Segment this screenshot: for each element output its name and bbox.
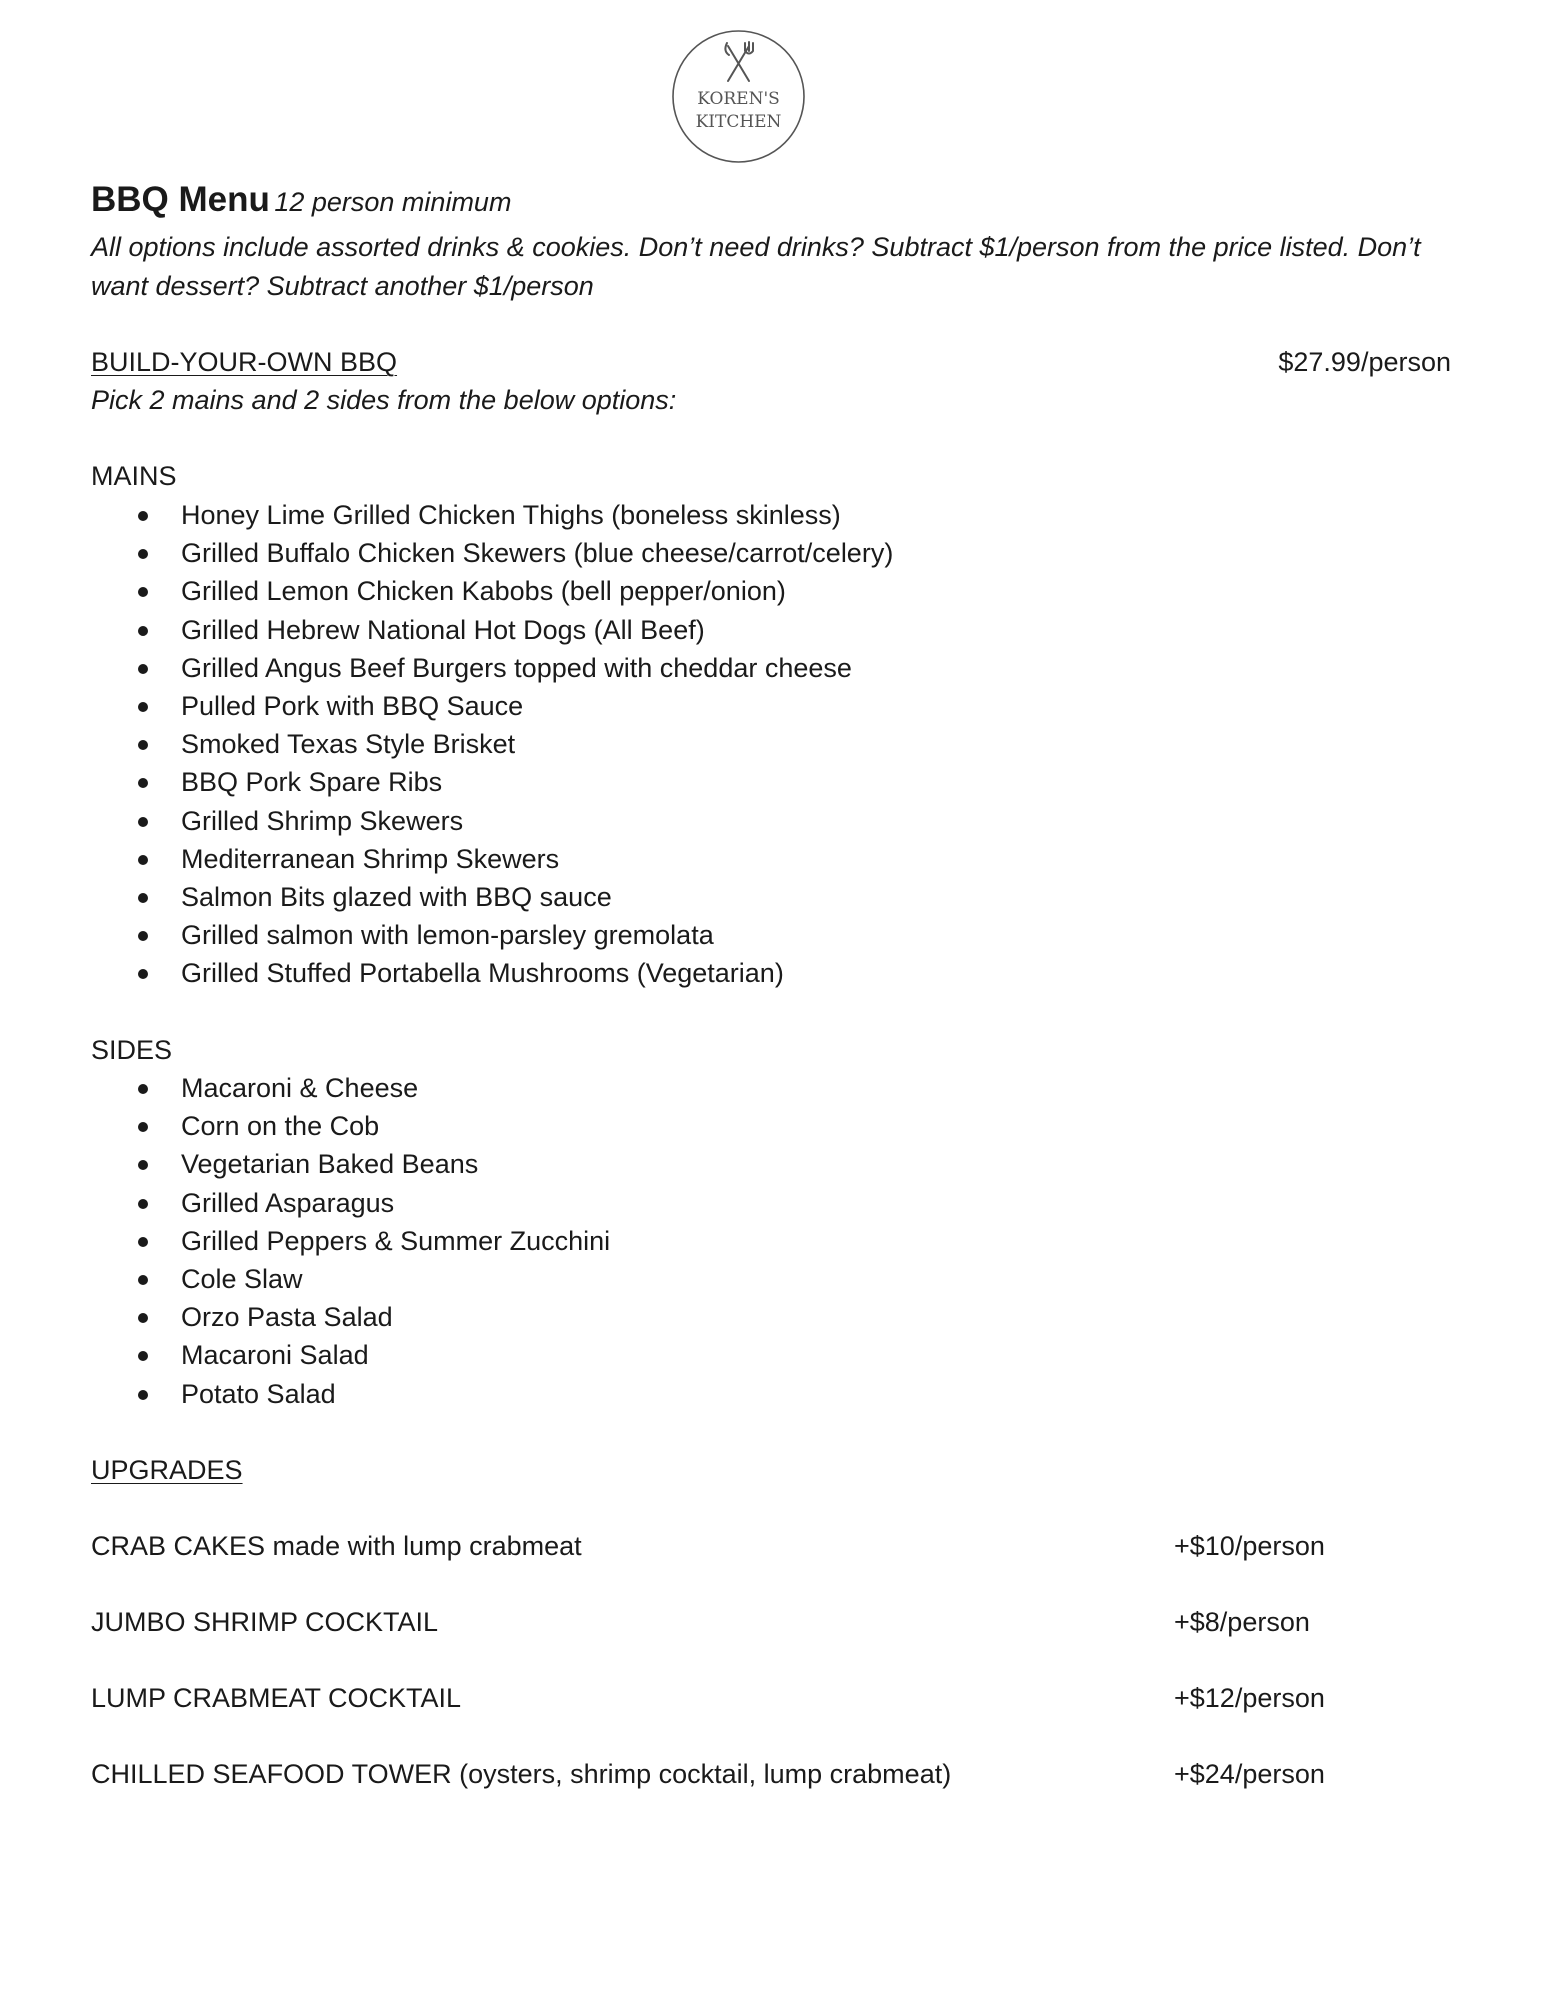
- side-item-label: Potato Salad: [181, 1378, 336, 1409]
- bullet-icon: [138, 931, 148, 941]
- upgrade-name: JUMBO SHRIMP COCKTAIL: [91, 1607, 439, 1637]
- list-item: [91, 534, 893, 572]
- main-item-label: Grilled Angus Beef Burgers topped with cheddar cheese: [181, 652, 852, 683]
- list-item: [91, 878, 893, 916]
- side-item-label: Cole Slaw: [181, 1263, 303, 1294]
- list-item: [91, 840, 893, 878]
- main-item-label: Grilled Buffalo Chicken Skewers (blue cheese/carrot/celery): [181, 538, 894, 569]
- side-item-label: Grilled Peppers & Summer Zucchini: [181, 1225, 611, 1256]
- list-item: [91, 572, 893, 610]
- sides-list: [91, 1069, 610, 1413]
- main-item-label: Grilled Stuffed Portabella Mushrooms (Vegetarian): [181, 958, 784, 989]
- list-item: [91, 1107, 610, 1145]
- logo-graphic: [671, 29, 806, 164]
- side-item-label: Vegetarian Baked Beans: [181, 1149, 479, 1180]
- bullet-icon: [138, 1237, 148, 1247]
- list-item: [91, 916, 893, 954]
- bullet-icon: [138, 1351, 148, 1361]
- upgrade-price: +$12/person: [1174, 1683, 1325, 1713]
- side-item-label: Orzo Pasta Salad: [181, 1302, 393, 1333]
- list-item: [91, 802, 893, 840]
- bullet-icon: [138, 817, 148, 827]
- list-item: [91, 1298, 610, 1336]
- mains-list: [91, 496, 893, 992]
- crossed-fork-knife-icon: [725, 42, 753, 81]
- list-item: [91, 1375, 610, 1413]
- bullet-icon: [138, 1084, 148, 1094]
- intro-text: All options include assorted drinks & cookies. Don’t need drinks? Subtract $1/person from the price listed. Don’t want dessert? Subtract another $1/person: [91, 232, 1421, 301]
- page-subtitle: 12 person minimum: [274, 187, 512, 217]
- list-item: [91, 611, 893, 649]
- bullet-icon: [138, 1199, 148, 1209]
- bullet-icon: [138, 549, 148, 559]
- list-item: [91, 496, 893, 534]
- side-item-label: Macaroni Salad: [181, 1340, 369, 1371]
- bullet-icon: [138, 1390, 148, 1400]
- list-item: [91, 1069, 610, 1107]
- main-item-label: BBQ Pork Spare Ribs: [181, 767, 443, 798]
- logo-line-2: KITCHEN: [695, 112, 782, 132]
- bullet-icon: [138, 740, 148, 750]
- main-item-label: Grilled Hebrew National Hot Dogs (All Beef): [181, 614, 705, 645]
- list-item: [91, 649, 893, 687]
- koren-kitchen-logo: [671, 29, 806, 164]
- main-item-label: Smoked Texas Style Brisket: [181, 729, 516, 760]
- sides-heading: SIDES: [91, 1035, 173, 1065]
- list-item: [91, 687, 893, 725]
- side-item-label: Macaroni & Cheese: [181, 1073, 419, 1103]
- title-line: [91, 180, 511, 220]
- main-item-label: Grilled Shrimp Skewers: [181, 805, 464, 836]
- list-item: [91, 1260, 610, 1298]
- bullet-icon: [138, 587, 148, 597]
- list-item: [91, 1336, 610, 1374]
- logo-line-1: KOREN'S: [697, 89, 780, 109]
- upgrade-price: +$24/person: [1174, 1759, 1325, 1789]
- bullet-icon: [138, 1275, 148, 1285]
- build-heading: BUILD-YOUR-OWN BBQ: [91, 347, 398, 377]
- upgrade-name: CRAB CAKES made with lump crabmeat: [91, 1531, 582, 1561]
- page-title: BBQ Menu: [91, 180, 270, 219]
- upgrade-price: +$10/person: [1174, 1531, 1325, 1561]
- bullet-icon: [138, 1160, 148, 1170]
- list-item: [91, 1145, 610, 1183]
- mains-heading: MAINS: [91, 461, 177, 491]
- bullet-icon: [138, 1122, 148, 1132]
- bullet-icon: [138, 969, 148, 979]
- upgrade-name: LUMP CRABMEAT COCKTAIL: [91, 1683, 462, 1713]
- build-instruction: Pick 2 mains and 2 sides from the below options:: [91, 385, 677, 415]
- bullet-icon: [138, 778, 148, 788]
- list-item: [91, 1184, 610, 1222]
- bullet-icon: [138, 626, 148, 636]
- main-item-label: Salmon Bits glazed with BBQ sauce: [181, 881, 612, 912]
- bullet-icon: [138, 664, 148, 674]
- list-item: [91, 1222, 610, 1260]
- main-item-label: Pulled Pork with BBQ Sauce: [181, 690, 524, 721]
- main-item-label: Mediterranean Shrimp Skewers: [181, 843, 560, 874]
- bullet-icon: [138, 702, 148, 712]
- bullet-icon: [138, 893, 148, 903]
- upgrade-price: +$8/person: [1174, 1607, 1310, 1637]
- main-item-label: Grilled salmon with lemon-parsley gremolata: [181, 920, 714, 951]
- main-item-label: Grilled Lemon Chicken Kabobs (bell pepper/onion): [181, 576, 786, 607]
- side-item-label: Grilled Asparagus: [181, 1187, 395, 1218]
- bullet-icon: [138, 855, 148, 865]
- bullet-icon: [138, 1313, 148, 1323]
- build-price: $27.99/person: [1278, 347, 1451, 377]
- list-item: [91, 954, 893, 992]
- bullet-icon: [138, 511, 148, 521]
- upgrades-heading: UPGRADES: [91, 1455, 243, 1485]
- side-item-label: Corn on the Cob: [181, 1111, 380, 1142]
- list-item: [91, 763, 893, 801]
- list-item: [91, 725, 893, 763]
- upgrade-name: CHILLED SEAFOOD TOWER (oysters, shrimp cocktail, lump crabmeat): [91, 1759, 952, 1789]
- main-item-label: Honey Lime Grilled Chicken Thighs (boneless skinless): [181, 500, 841, 530]
